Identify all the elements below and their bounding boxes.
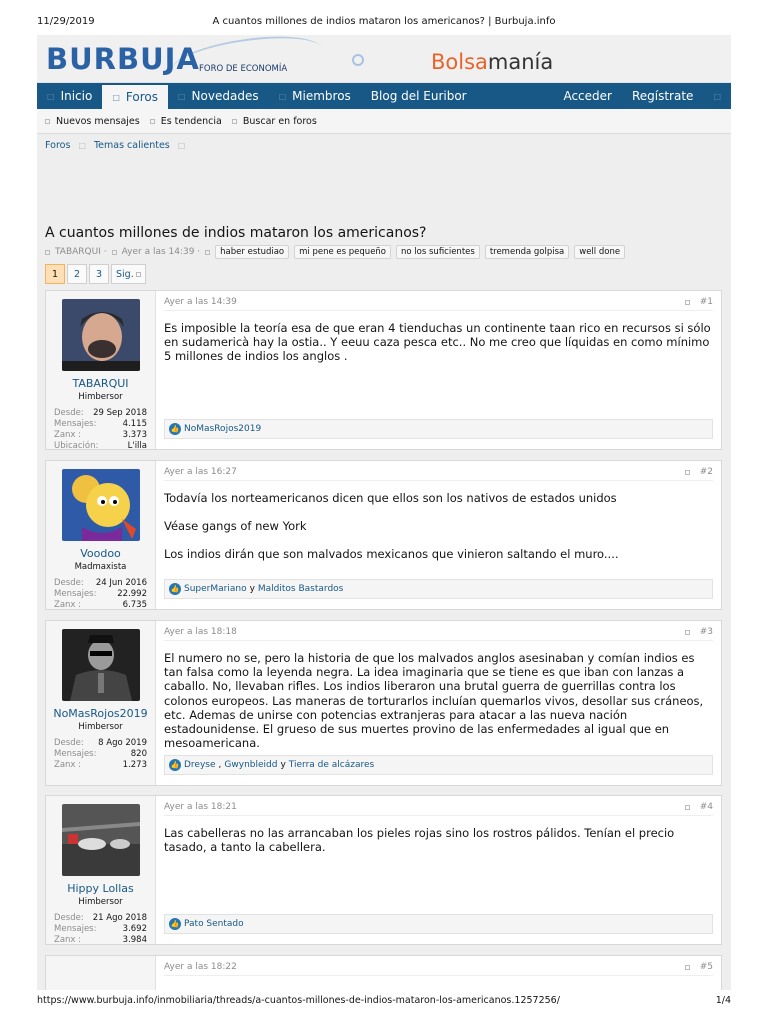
next-page-button[interactable]: Sig. [111,264,146,284]
post-body: El numero no se, pero la historia de que los malvados anglos asesinaban y comían indios es tan falsa como la leyenda negra. La idea imaginaria que se tiene es que iban con lanzas a caballo. No, llevaban rifles. Los indios liberaron una brutal guerra de guerrillas contra los colonos europeos. Las maneras de torturarlos incluían quemarlos vivos, desollar sus cráneos, etc. Ademas de unirse con potencias extranjeras para atacar a las nueva nación estadounidense. El grueso de sus muertes provino de las enfermedades al igual que en mesoamericana. [164,651,704,751]
breadcrumb-hot-topics[interactable]: Temas calientes [93,139,170,151]
post [45,460,722,610]
post-number[interactable]: #4 [699,802,713,812]
thread-meta [45,245,625,259]
liker[interactable]: SuperMariano [184,584,247,594]
user-stat: Zanx : 3.373 [54,430,147,440]
post-header [164,802,713,816]
post-body: Todavía los norteamericanos dicen que ellos son los nativos de estados unidos Véase gangs of new York Los indios dirán que son malvados mexicanos que vinieron saltando el muro.... [164,491,619,562]
user-stats [46,738,155,771]
user-stat: Desde: 29 Sep 2018 [54,408,147,418]
thread-tag[interactable]: tremenda golpisa [485,245,569,259]
user-title: Himbersor [78,392,123,402]
bubble-icon [352,54,364,66]
nav-right [553,83,731,109]
post [45,290,722,450]
user-title: Himbersor [78,722,123,732]
user-stat: Desde: 21 Ago 2018 [54,913,147,923]
post-date[interactable]: Ayer a las 18:21 [164,802,237,812]
user-stats [46,408,155,452]
username[interactable]: TABARQUI [72,377,129,390]
author-icon [45,250,50,255]
print-date: 11/29/2019 [37,16,95,27]
like-icon: 👍 [170,425,180,433]
post [45,795,722,945]
liker[interactable]: Tierra de alcázares [288,760,375,770]
share-icon[interactable] [685,630,690,635]
nav-forums[interactable]: □ Foros [102,85,168,109]
search-icon: □ [713,91,721,101]
user-stat: Desde: 24 Jun 2016 [54,578,147,588]
tag-icon [205,250,210,255]
post-content [156,956,721,990]
home-icon: □ [47,91,55,101]
like-icon: 👍 [170,585,180,593]
post-user-panel [46,461,156,609]
user-stat: Mensajes: 4.115 [54,419,147,429]
site-logo[interactable]: BURBUJA [46,42,200,76]
post-content [156,796,721,944]
post-likes [164,914,713,934]
nav-blog[interactable]: Blog del Euribor [370,89,467,103]
post-header [164,627,713,641]
post-likes: 👍 SuperMariano y Malditos Bastardos [164,579,713,599]
page-1-button[interactable]: 1 [45,264,65,284]
forums-icon: □ [112,92,120,102]
username[interactable]: Hippy Lollas [67,882,134,895]
sub-nav [37,109,731,134]
members-icon: □ [278,91,287,101]
partner-logo[interactable]: Bolsamanía [431,50,554,74]
print-title: A cuantos millones de indios mataron los americanos? | Burbuja.info [212,16,556,27]
liker[interactable]: Pato Sentado [184,919,244,929]
subnav-trending[interactable]: Es tendencia [150,116,222,127]
thread-tag[interactable]: haber estudiao [215,245,289,259]
post-body: Las cabelleras no las arrancaban los pieles rojas sino los rostros pálidos. Tenían el precio tasado, a tanto la cabellera. [164,826,675,855]
news-icon: □ [177,91,186,101]
post-header [164,297,713,311]
post-date[interactable]: Ayer a las 18:18 [164,627,237,637]
post-date[interactable]: Ayer a las 18:22 [164,962,237,972]
print-page-number: 1/4 [715,995,731,1006]
share-icon[interactable] [685,805,690,810]
username[interactable]: NoMasRojos2019 [53,707,148,720]
share-icon[interactable] [685,965,690,970]
search-toggle[interactable] [703,83,731,109]
liker[interactable]: Gwynbleidd [224,760,278,770]
login-link[interactable]: Acceder [563,89,612,103]
share-icon[interactable] [685,300,690,305]
post-content [156,461,721,609]
thread-title: A cuantos millones de indios mataron los americanos? [45,225,427,241]
site-logo-subtitle: FORO DE ECONOMÍA [199,64,288,74]
thread-tag[interactable]: mi pene es pequeño [294,245,391,259]
subnav-search[interactable]: Buscar en foros [232,116,317,127]
thread-tag[interactable]: no los suficientes [396,245,480,259]
post [45,955,722,990]
post-number[interactable]: #3 [699,627,713,637]
avatar[interactable] [62,804,140,876]
post [45,620,722,786]
post-user-panel [46,796,156,944]
user-title: Madmaxista [74,562,127,572]
post-likes [164,419,713,439]
trending-icon [150,119,155,124]
share-icon[interactable] [685,470,690,475]
user-stat: Ubicación: L'illa [54,441,147,451]
pagination [45,264,146,284]
username[interactable]: Voodoo [80,547,121,560]
nav-news[interactable]: □ Novedades [177,89,259,103]
new-posts-icon [45,119,50,124]
clock-icon [112,250,117,255]
post-user-panel [46,956,156,990]
breadcrumb-separator-icon: □ [78,140,86,150]
avatar[interactable] [62,629,140,701]
subnav-new-posts[interactable]: Nuevos mensajes [45,116,140,127]
post-user-panel [46,291,156,449]
thread-date[interactable]: Ayer a las 14:39 · [121,247,201,257]
like-icon: 👍 [170,761,180,769]
user-stat: Zanx : 1.273 [54,760,147,770]
post-user-panel [46,621,156,785]
like-icon: 👍 [170,920,180,928]
nav-members[interactable]: □ Miembros [278,89,351,103]
post-date[interactable]: Ayer a las 16:27 [164,467,237,477]
post-date[interactable]: Ayer a las 14:39 [164,297,237,307]
liker[interactable]: Malditos Bastardos [257,584,344,594]
thread-tag[interactable]: well done [574,245,625,259]
post-number[interactable]: #5 [699,962,713,972]
post-body: Es imposible la teoría esa de que eran 4 tienduchas un continente taan rico en recursos si sólo en sudamericà hay la ostia.. Y eeuu caza pesca etc.. No me creo que líquidas en como mínimo 5 millones de indios los anglos . [164,321,711,364]
liker[interactable]: Dreyse [184,760,216,770]
post-content [156,621,721,785]
post-number[interactable]: #1 [699,297,713,307]
user-stat: Mensajes: 22.992 [54,589,147,599]
breadcrumb [37,134,731,156]
user-stats [46,578,155,611]
print-url: https://www.burbuja.info/inmobiliaria/threads/a-cuantos-millones-de-indios-mataron-los-americanos.1257256/ [37,995,560,1006]
post-number[interactable]: #2 [699,467,713,477]
user-stat: Desde: 8 Ago 2019 [54,738,147,748]
breadcrumb-forums[interactable]: Foros [45,139,71,151]
user-stats [46,913,155,946]
page-3-button[interactable]: 3 [89,264,109,284]
register-link[interactable]: Regístrate [631,89,694,103]
breadcrumb-separator-icon: □ [177,140,186,150]
post-likes: 👍 Dreyse , Gwynbleidd y Tierra de alcázares [164,755,713,775]
avatar[interactable] [62,469,140,541]
user-title: Himbersor [78,897,123,907]
main-nav [37,83,731,109]
user-stat: Mensajes: 3.692 [54,924,147,934]
liker[interactable]: NoMasRojos2019 [184,424,262,434]
user-stat: Mensajes: 820 [54,749,147,759]
page [37,35,731,990]
page-2-button[interactable]: 2 [67,264,87,284]
post-header [164,467,713,481]
site-banner [37,35,731,83]
user-stat: Zanx : 6.735 [54,600,147,610]
thread-author[interactable]: TABARQUI · [55,247,107,257]
chevron-right-icon [136,272,141,277]
post-content [156,291,721,449]
nav-home[interactable]: □ Inicio [47,89,93,103]
user-stat: Zanx : 3.984 [54,935,147,945]
search-forums-icon [232,119,237,124]
post-header [164,962,713,976]
avatar[interactable] [62,299,140,371]
